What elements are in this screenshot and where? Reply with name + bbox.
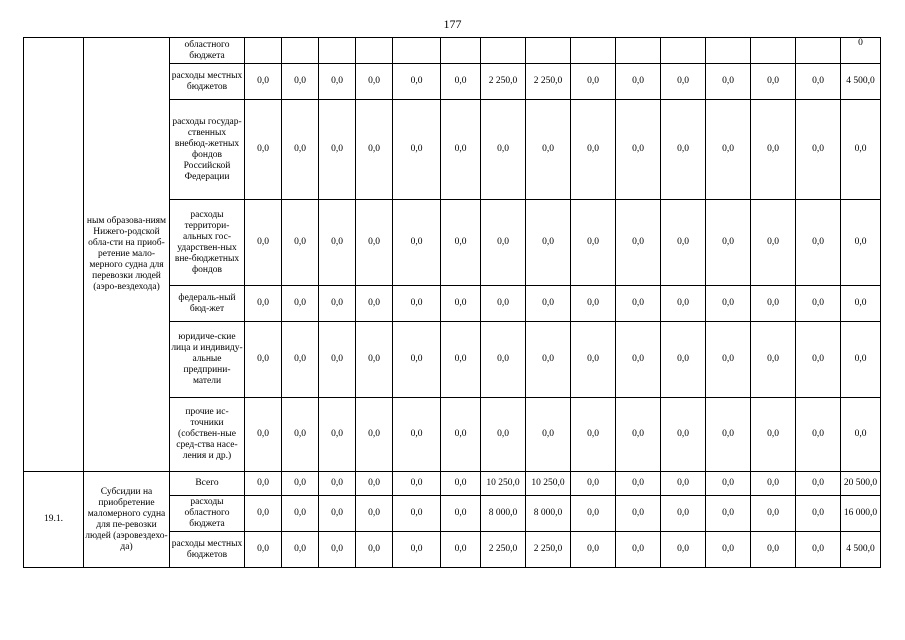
value-cell: 0,0: [356, 286, 393, 322]
value-cell: 0,0: [751, 100, 796, 200]
value-cell: [282, 38, 319, 64]
value-cell: [481, 38, 526, 64]
value-cell: 0,0: [441, 64, 481, 100]
value-cell: 0,0: [661, 286, 706, 322]
value-cell: 0,0: [616, 496, 661, 532]
measure-name: Субсидии на приобретение маломерного судна для пе-ревозки людей (аэровездехо-да): [84, 472, 170, 568]
value-cell: 0,0: [616, 100, 661, 200]
value-cell: 10 250,0: [481, 472, 526, 496]
value-cell: 0,0: [282, 64, 319, 100]
value-cell: [616, 38, 661, 64]
value-cell: 20 500,0: [841, 472, 881, 496]
value-cell: 0,0: [526, 200, 571, 286]
value-cell: 0,0: [282, 286, 319, 322]
value-cell: 0,0: [481, 200, 526, 286]
value-cell: 0,0: [796, 532, 841, 568]
funding-source: Всего: [170, 472, 245, 496]
value-cell: 0,0: [661, 398, 706, 472]
value-cell: 0,0: [571, 496, 616, 532]
value-cell: 0,0: [661, 496, 706, 532]
value-cell: 0,0: [356, 496, 393, 532]
value-cell: 0,0: [441, 532, 481, 568]
value-cell: 4 500,0: [841, 64, 881, 100]
value-cell: 0,0: [796, 496, 841, 532]
value-cell: 0,0: [571, 472, 616, 496]
value-cell: 0,0: [245, 200, 282, 286]
funding-source: юридиче-ские лица и индивиду-альные предприни-матели: [170, 322, 245, 398]
value-cell: 0,0: [661, 472, 706, 496]
value-cell: 0,0: [319, 398, 356, 472]
value-cell: 0,0: [393, 100, 441, 200]
value-cell: 0,0: [526, 100, 571, 200]
value-cell: 0,0: [841, 100, 881, 200]
value-cell: 0,0: [796, 200, 841, 286]
value-cell: [751, 38, 796, 64]
value-cell: 0,0: [841, 398, 881, 472]
value-cell: 0,0: [245, 532, 282, 568]
value-cell: 0,0: [706, 322, 751, 398]
page-number: 177: [443, 17, 462, 31]
value-cell: 4 500,0: [841, 532, 881, 568]
value-cell: [706, 38, 751, 64]
value-cell: 0,0: [282, 200, 319, 286]
value-cell: 0,0: [571, 200, 616, 286]
value-cell: 0,0: [616, 398, 661, 472]
value-cell: 0,0: [571, 532, 616, 568]
value-cell: 0,0: [616, 322, 661, 398]
value-cell: 0,0: [526, 286, 571, 322]
value-cell: 0,0: [796, 472, 841, 496]
value-cell: 0,0: [356, 200, 393, 286]
value-cell: [796, 38, 841, 64]
value-cell: 0,0: [245, 322, 282, 398]
table-row: [24, 472, 881, 496]
value-cell: 0,0: [245, 286, 282, 322]
value-cell: 0,0: [245, 496, 282, 532]
value-cell: [356, 38, 393, 64]
value-cell: 0,0: [393, 200, 441, 286]
funding-source: областного бюджета: [170, 38, 245, 64]
value-cell: 0,0: [393, 496, 441, 532]
value-cell: 0,0: [393, 64, 441, 100]
value-cell: 2 250,0: [526, 532, 571, 568]
value-cell: 0,0: [616, 64, 661, 100]
value-cell: 0,0: [441, 398, 481, 472]
value-cell: 0,0: [571, 286, 616, 322]
value-cell: [571, 38, 616, 64]
value-cell: 0,0: [661, 100, 706, 200]
value-cell: 0,0: [616, 532, 661, 568]
value-cell: 0,0: [393, 322, 441, 398]
value-cell: 0,0: [319, 496, 356, 532]
value-cell: 0,0: [796, 100, 841, 200]
value-cell: 10 250,0: [526, 472, 571, 496]
value-cell: 2 250,0: [481, 532, 526, 568]
value-cell: 8 000,0: [526, 496, 571, 532]
value-cell: 0,0: [796, 398, 841, 472]
value-cell: 0,0: [481, 100, 526, 200]
value-cell: 0,0: [751, 322, 796, 398]
budget-table: [23, 37, 881, 568]
value-cell: 0,0: [796, 64, 841, 100]
value-cell: 8 000,0: [481, 496, 526, 532]
value-cell: 0,0: [319, 472, 356, 496]
value-cell: 0,0: [706, 532, 751, 568]
value-cell: 0,0: [706, 398, 751, 472]
value-cell: 0,0: [393, 472, 441, 496]
measure-name: ным образова-ниям Нижего-родской обла-сти на приоб-ретение мало-мерного судна для перевозки людей (аэро-вездехода): [84, 38, 170, 472]
value-cell: 0,0: [282, 100, 319, 200]
value-cell: 0,0: [441, 200, 481, 286]
value-cell: 0,0: [441, 322, 481, 398]
value-cell: 0,0: [356, 398, 393, 472]
value-cell: 2 250,0: [526, 64, 571, 100]
value-cell: 0,0: [319, 322, 356, 398]
value-cell: 0,0: [356, 322, 393, 398]
value-cell: 0,0: [751, 64, 796, 100]
value-cell: 0,0: [751, 496, 796, 532]
value-cell: 0,0: [751, 472, 796, 496]
value-cell: [441, 38, 481, 64]
funding-source: расходы местных бюджетов: [170, 532, 245, 568]
value-cell: 0,0: [282, 322, 319, 398]
value-cell: 0,0: [441, 496, 481, 532]
value-cell: 0,0: [526, 322, 571, 398]
value-cell: 0,0: [393, 286, 441, 322]
value-cell: [319, 38, 356, 64]
value-cell: 0,0: [319, 532, 356, 568]
value-cell: 0,0: [751, 398, 796, 472]
row-index: 19.1.: [24, 472, 84, 568]
value-cell: 0,0: [841, 322, 881, 398]
value-cell: 0,0: [796, 286, 841, 322]
funding-source: федераль-ный бюд-жет: [170, 286, 245, 322]
value-cell: 0,0: [245, 472, 282, 496]
value-cell: 0,0: [245, 64, 282, 100]
value-cell: 0,0: [441, 100, 481, 200]
value-cell: [393, 38, 441, 64]
funding-source: расходы государ-ственных внебюд-жетных фондов Российской Федерации: [170, 100, 245, 200]
value-cell: 0,0: [706, 472, 751, 496]
value-cell: 0,0: [245, 398, 282, 472]
value-cell: 0,0: [661, 322, 706, 398]
value-cell: 0,0: [441, 472, 481, 496]
index-cell: [24, 38, 84, 472]
value-cell: [245, 38, 282, 64]
value-cell: 0,0: [356, 64, 393, 100]
value-cell: 0: [841, 38, 881, 64]
value-cell: 0,0: [571, 100, 616, 200]
value-cell: 0,0: [393, 532, 441, 568]
value-cell: 0,0: [571, 64, 616, 100]
value-cell: 0,0: [441, 286, 481, 322]
value-cell: 0,0: [393, 398, 441, 472]
value-cell: 0,0: [661, 64, 706, 100]
value-cell: 0,0: [751, 286, 796, 322]
value-cell: 0,0: [282, 532, 319, 568]
value-cell: 0,0: [356, 100, 393, 200]
value-cell: 0,0: [841, 286, 881, 322]
value-cell: 0,0: [481, 286, 526, 322]
value-cell: 0,0: [616, 200, 661, 286]
value-cell: 0,0: [706, 64, 751, 100]
table-body: [24, 38, 881, 568]
value-cell: 0,0: [319, 100, 356, 200]
value-cell: 0,0: [751, 532, 796, 568]
value-cell: 0,0: [319, 286, 356, 322]
value-cell: 0,0: [481, 322, 526, 398]
value-cell: 0,0: [751, 200, 796, 286]
value-cell: 2 250,0: [481, 64, 526, 100]
value-cell: 0,0: [571, 322, 616, 398]
value-cell: 0,0: [706, 100, 751, 200]
value-cell: 0,0: [706, 496, 751, 532]
value-cell: [661, 38, 706, 64]
value-cell: 0,0: [282, 398, 319, 472]
value-cell: 0,0: [282, 496, 319, 532]
value-cell: 0,0: [796, 322, 841, 398]
value-cell: 0,0: [661, 200, 706, 286]
value-cell: 0,0: [526, 398, 571, 472]
funding-source: расходы местных бюджетов: [170, 64, 245, 100]
table-row: [24, 38, 881, 64]
value-cell: 0,0: [571, 398, 616, 472]
funding-source: прочие ис-точники (собствен-ные сред-ства насе-ления и др.): [170, 398, 245, 472]
value-cell: 0,0: [481, 398, 526, 472]
value-cell: 16 000,0: [841, 496, 881, 532]
value-cell: 0,0: [282, 472, 319, 496]
value-cell: [526, 38, 571, 64]
value-cell: 0,0: [706, 286, 751, 322]
funding-source: расходы территори-альных гос-ударствен-ных вне-бюджетных фондов: [170, 200, 245, 286]
value-cell: 0,0: [356, 472, 393, 496]
value-cell: 0,0: [319, 200, 356, 286]
value-cell: 0,0: [245, 100, 282, 200]
value-cell: 0,0: [356, 532, 393, 568]
value-cell: 0,0: [706, 200, 751, 286]
value-cell: 0,0: [661, 532, 706, 568]
value-cell: 0,0: [841, 200, 881, 286]
funding-source: расходы областного бюджета: [170, 496, 245, 532]
value-cell: 0,0: [616, 472, 661, 496]
value-cell: 0,0: [319, 64, 356, 100]
value-cell: 0,0: [616, 286, 661, 322]
